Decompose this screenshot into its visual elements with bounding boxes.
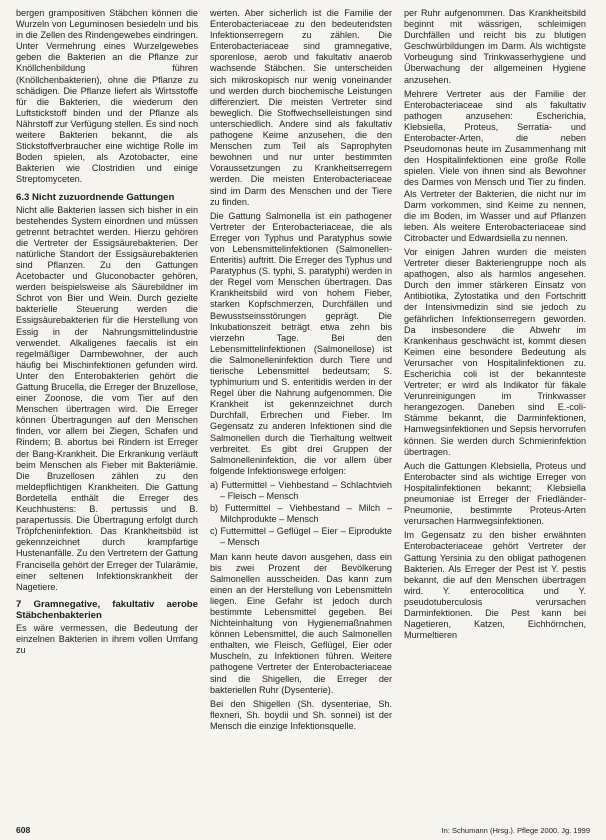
page-number: 608 [16,825,31,835]
paragraph: Auch die Gattungen Klebsiella, Proteus und Enterobacter sind als wichtige Erreger von Hospitalinfektionen bekannt; Klebsiella pneumoniae ist Erreger der Friedländer-Pneumonie, bestimmte Proteus-Arten verursachen Harnwegsinfektionen. [404,460,586,527]
list-item: b) Futtermittel – Viehbestand – Milch – Milchprodukte – Mensch [210,503,392,525]
paragraph: Im Gegensatz zu den bisher erwähnten Enterobacteriaceae gehört Vertreter der Gattung Yersinia zu den obligat pathogenen Bakterien. Als Erreger der Pest ist Y. pestis bekannt, die auf den Menschen übertragen wird. Y. enterocolitica und Y. pseudotuberculosis verursachen Darminfektionen. Die Pest kann bei Nagetieren, Katzen, Eichhörnchen, Murmeltieren [404,530,586,641]
paragraph: Die Gattung Salmonella ist ein pathogener Vertreter der Enterobacteriaceae, die als Erreger von Typhus und Paratyphus sowie von Lebensmittelinfektionen (Salmonellen-Enteritis) auftritt. Die Erreger des Typhus und Paratyphus (S. typhi, S. paratyphi) werden in der Regel vom Menschen übertragen. Das Krankheitsbild wird von hohem Fieber, starken Kopfschmerzen, Durchfällen und Bewusstseinsstörungen geprägt. Die Inkubationszeit beträgt etwa zehn bis vierzehn Tage. Bei den Lebensmittelinfektionen (Salmonellose) ist die Salmonelleninfektion durch Tiere und tierische Lebensmittel bedeutsam; S. typhimurium und S. enteritidis werden in der Regel über die Nahrung aufgenommen. Die Krankheit ist gekennzeichnet durch Durchfall, Erbrechen und Fieber. Im Gegensatz zu anderen Infektionen sind die Salmonellen durch die Tierhaltung weltweit verbreitet. Es gibt drei Gruppen der Salmonelleninfektion, die vor allem über folgende Infektionswege erfolgen: [210,210,392,476]
section-heading: 6.3 Nicht zuzuordnende Gattungen [16,191,175,203]
paragraph: per Ruhr aufgenommen. Das Krankheitsbild beginnt mit wässrigen, schleimigen Durchfällen und reicht bis zu blutigen Geschwürbildungen im Darm. Als wichtigste Vorbeugung sind Trinkwasserhygiene und Überwachung der allgemeinen Hygiene anzusehen. [404,8,586,85]
paragraph: Nicht alle Bakterien lassen sich bisher in ein bestehendes System einordnen und müssen getrennt betrachtet werden. Hierzu gehören die Vertreter der Essigsäurebakterien. Der natürliche Standort der Essigsäurebakterien sind Pflanzen. Zu den Gattungen Acetobacter und Gluconobacter gehören, werden beispielsweise als Säurebildner im Schrot von Bier und Wein. Durch gezielte bakterielle Steuerung werden die Essigsäurebakterien für die Herstellung von Essig in der Nahrungsmittelindustrie verwendet. Alkaligenes faecalis ist ein regelmäßiger Darmbewohner, der auch häufig bei Mischinfektionen gefunden wird. Unter den Enterobakterien gehört die Gattung Brucella, die Erreger der Bruzellose, einer Zoonose, die vom Tier auf den Menschen übertragen wird. Die Erreger können Übertragungen auf den Menschen finden, vor allem bei Ziegen, Schafen und Rindern; B. abortus bei Rindern ist Erreger der Bang-Krankheit. Die Erkrankung verläuft beim Menschen als Fieber mit Bakteriämie. Die Bruzellosen zählen zu den meldepflichtigen Krankheiten. Die Gattung Bordetella enthält die Erreger des Keuchhustens: B. pertussis und B. parapertussis. Die Übertragung erfolgt durch Tröpfcheninfektion. Das Krankheitsbild ist gekennzeichnet durch krampfartige Hustenanfälle. Zu den Vertretern der Gattung Francisella gehört der Erreger der Tularämie, einer seltenen Infektionskrankheit der Nagetiere. [16,204,198,592]
paragraph: Es wäre vermessen, die Bedeutung der einzelnen Bakterien in ihrem vollen Umfang zu [16,622,198,655]
list-item: c) Futtermittel – Geflügel – Eier – Eiprodukte – Mensch [210,526,392,548]
paragraph: Bei den Shigellen (Sh. dysenteriae, Sh. flexneri, Sh. boydii und Sh. sonnei) ist der Mensch die einzige Infektionsquelle. [210,698,392,731]
text-column-left [16,8,198,808]
list-item: a) Futtermittel – Viehbestand – Schlachtvieh – Fleisch – Mensch [210,479,392,502]
paragraph: werten. Aber sicherlich ist die Familie der Enterobacteriaceae zu den bedeutendsten Infektionserregern zu zählen. Die Enterobacteriaceae sind gramnegative, sporenlose, aerob und fakultativ anaerob wachsende Stäbchen. Sie unterscheiden sich mikroskopisch nur wenig voneinander und werden durch biochemische Leistungen differenziert. Die meisten Vertreter sind beweglich. Die Stoffwechselleistungen sind unterschiedlich. Andere sind als fakultativ pathogene Keime anzusehen, die den Menschen zum Teil als Saprophyten bewohnen und nur unter bestimmten Voraussetzungen zu Krankheitserregern werden. Die meisten Enterobacteriaceae sind im Darm des Menschen und der Tiere zu finden. [210,8,392,207]
section-heading: 7 Gramnegative, fakultativ aerobe Stäbchenbakterien [16,598,198,621]
paragraph: Vor einigen Jahren wurden die meisten Vertreter dieser Bakteriengruppe noch als apathogen, also als harmlos angesehen. Durch den immer stärkeren Einsatz von Antibiotika, Zytostatika und den Fortschritt der Intensivmedizin sind sie jedoch zu gefährlichen Infektionserregern geworden. Da insbesondere die Abwehr im Krankenhaus geschwächt ist, kommt diesen Keimen eine besondere Bedeutung als Verursacher von Hospitalinfektionen zu. Escherichia coli ist der bekannteste Vertreter; er wird als Indikator für fäkale Verunreinigungen im Trinkwasser herangezogen. Daneben sind E.-coli-Stämme bekannt, die Darminfektionen, Harnwegsinfektionen und Sepsis hervorrufen können. Sie werden durch Schmierinfektion übertragen. [404,246,586,457]
paragraph: bergen grampositiven Stäbchen können die Wurzeln von Leguminosen besiedeln und bis in die Zellen des Rindengewebes eindringen. Unter Vermehrung eines Wurzelgewebes geben die Bakterien an die Pflanze zur Knöllchenbildung führen (Knöllchenbakterien), ohne die Pflanze zu schädigen. Die Pflanze liefert als Wirtsstoffe für die Bakterien, die wiederum den Luftstickstoff binden und der Pflanze als Nährstoff zur Verfügung stellen. Es sind noch weitere Bakterien bekannt, die als Stickstoffverbraucher eine wichtige Rolle im Boden spielen, als Azotobacter, eine Bakterien wie Clostridien und einige Streptomyceten. [16,8,198,185]
text-column-right [404,8,586,808]
paragraph: Mehrere Vertreter aus der Familie der Enterobacteriaceae sind als fakultativ pathogen anzusehen: Escherichia, Klebsiella, Proteus, Serratia- und Enterobacter-Arten, die neben Pseudomonas heute im Zusammenhang mit den Hospitalinfektionen eine große Rolle spielen. Viele von ihnen sind als Bewohner des Darmes von Mensch und Tier zu finden. Als Vertreter der Bakterien, die nicht nur im Darm vorkommen, sind Keime zu nennen, die im Boden, im Wasser und auf Pflanzen leben. Als weitere Enterobacteriaceae sind Citrobacter und Edwardsiella zu nennen. [404,88,586,243]
source-line: In: Schumann (Hrsg.). Pflege 2000. Jg. 1999 [441,826,590,835]
text-column-middle [210,8,392,808]
paragraph: Man kann heute davon ausgehen, dass ein bis zwei Prozent der Bevölkerung Salmonellen ausscheiden. Das kann zum einen an der Herstellung von Lebensmitteln liegen. Eine Gefahr ist jedoch durch bestimmte Lebensmittel gegeben. Bei Nichteinhaltung von Hygienemaßnahmen können Lebensmittel, die auch Salmonellen enthalten, wie Fleisch, Geflügel, Eier oder Muscheln, zu Infektionen führen. Weitere pathogene Vertreter der Enterobacteriaceae sind die Shigellen, die Erreger der bakteriellen Ruhr (Dysenterie). [210,551,392,695]
infection-path-list [210,480,392,549]
